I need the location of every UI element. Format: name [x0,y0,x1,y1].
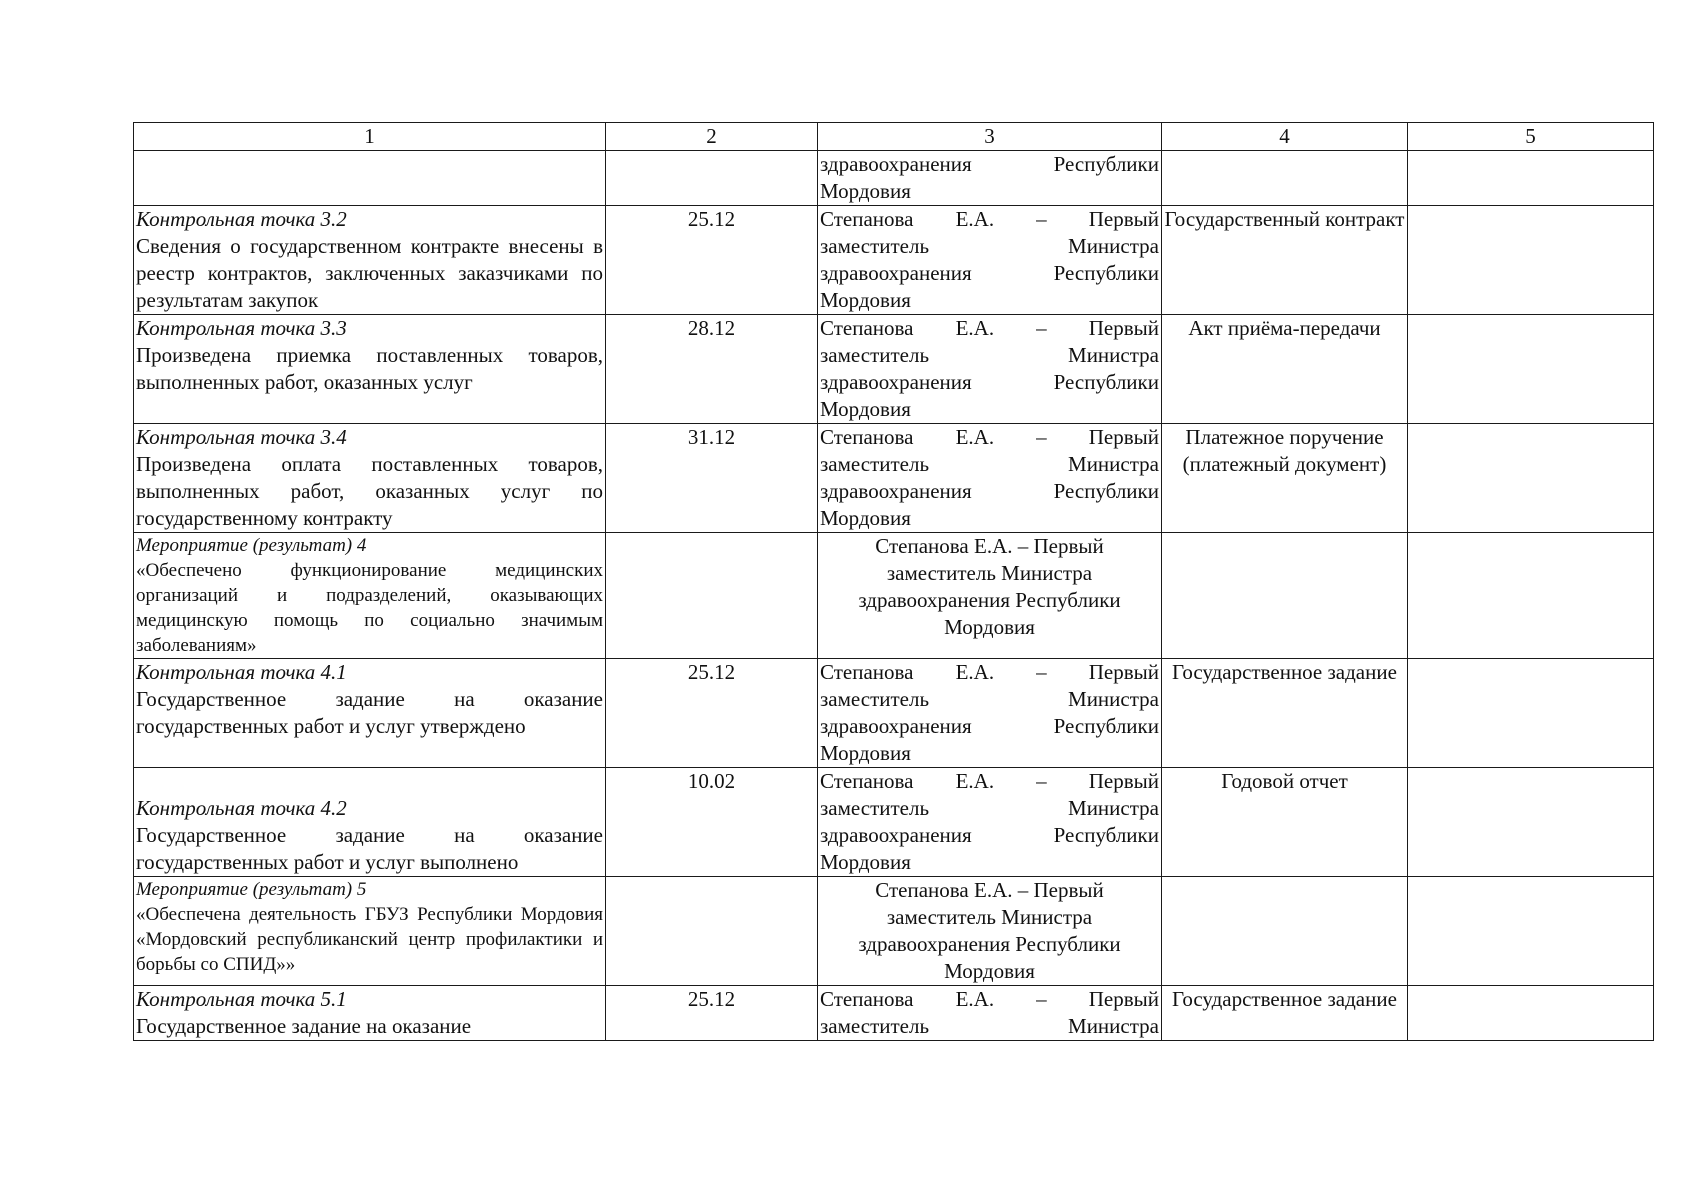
cell-event [134,768,606,877]
cell-event [134,986,606,1041]
cell-event [134,659,606,768]
cell-responsible: Степанова Е.А. – Первый заместитель Министра здравоохранения Республики Мордовия [818,315,1162,424]
control-point-text: Сведения о государственном контракте внесены в реестр контрактов, заключенных заказчиками по результатам закупок [136,234,603,312]
cell-date [606,877,818,986]
cell-col5 [1408,659,1654,768]
column-header-3: 3 [818,123,1162,151]
cell-responsible: Степанова Е.А. – Первый заместитель Министра здравоохранения Республики Мордовия [818,659,1162,768]
table-row [134,877,1654,986]
cell-document: Государственный контракт [1162,206,1408,315]
cell-responsible: Степанова Е.А. – Первый заместитель Министра [818,986,1162,1041]
control-point-label: Контрольная точка 4.1 [136,660,347,684]
event-text: «Обеспечена деятельность ГБУЗ Республики Мордовия «Мордовский республиканский центр профилактики и борьбы со СПИД»» [136,904,603,975]
cell-event [134,151,606,206]
cell-document: Государственное задание [1162,659,1408,768]
cell-document: Государственное задание [1162,986,1408,1041]
table-row [134,315,1654,424]
column-header-4: 4 [1162,123,1408,151]
cell-responsible: Степанова Е.А. – Первый заместитель Министра здравоохранения Республики Мордовия [818,768,1162,877]
table-row-continuation [134,151,1654,206]
cell-col5 [1408,768,1654,877]
cell-date: 28.12 [606,315,818,424]
table-header-row [134,123,1654,151]
table-row [134,206,1654,315]
cell-event [134,315,606,424]
cell-col5 [1408,151,1654,206]
control-point-label: Контрольная точка 5.1 [136,987,347,1011]
cell-responsible: Степанова Е.А. – Первый заместитель Министра здравоохранения Республики Мордовия [818,424,1162,533]
control-points-table [133,122,1654,1041]
cell-col5 [1408,315,1654,424]
cell-date [606,151,818,206]
column-header-5: 5 [1408,123,1654,151]
cell-col5 [1408,424,1654,533]
control-point-text: Государственное задание на оказание [136,1014,472,1038]
column-header-2: 2 [606,123,818,151]
column-header-1: 1 [134,123,606,151]
control-point-text: Государственное задание на оказание государственных работ и услуг выполнено [136,823,603,874]
cell-col5 [1408,986,1654,1041]
control-point-text: Государственное задание на оказание государственных работ и услуг утверждено [136,687,603,738]
event-label: Мероприятие (результат) 4 [136,535,367,556]
cell-date: 31.12 [606,424,818,533]
cell-responsible: Степанова Е.А. – Первый заместитель Министра здравоохранения Республики Мордовия [818,877,1162,986]
cell-date [606,533,818,659]
cell-col5 [1408,877,1654,986]
control-point-text: Произведена приемка поставленных товаров, выполненных работ, оказанных услуг [136,343,603,394]
control-point-label: Контрольная точка 4.2 [136,796,347,820]
table-row [134,986,1654,1041]
cell-document: Платежное поручение (платежный документ) [1162,424,1408,533]
cell-document: Акт приёма-передачи [1162,315,1408,424]
cell-date: 25.12 [606,206,818,315]
cell-col5 [1408,533,1654,659]
cell-document [1162,533,1408,659]
event-text: «Обеспечено функционирование медицинских организаций и подразделений, оказывающих медицинскую помощь по социально значимым заболеваниям» [136,560,603,656]
cell-date: 10.02 [606,768,818,877]
cell-responsible: Степанова Е.А. – Первый заместитель Министра здравоохранения Республики Мордовия [818,533,1162,659]
control-point-label: Контрольная точка 3.4 [136,425,347,449]
control-point-label: Контрольная точка 3.2 [136,207,347,231]
table-row [134,659,1654,768]
cell-responsible: Степанова Е.А. – Первый заместитель Министра здравоохранения Республики Мордовия [818,206,1162,315]
cell-document [1162,877,1408,986]
event-label: Мероприятие (результат) 5 [136,879,367,900]
cell-event [134,206,606,315]
cell-event [134,424,606,533]
cell-responsible: здравоохранения Республики Мордовия [818,151,1162,206]
cell-event [134,877,606,986]
table-row [134,533,1654,659]
table-row [134,768,1654,877]
cell-document [1162,151,1408,206]
cell-date: 25.12 [606,659,818,768]
cell-date: 25.12 [606,986,818,1041]
cell-event [134,533,606,659]
cell-document: Годовой отчет [1162,768,1408,877]
control-point-label: Контрольная точка 3.3 [136,316,347,340]
cell-col5 [1408,206,1654,315]
control-point-text: Произведена оплата поставленных товаров, выполненных работ, оказанных услуг по государственному контракту [136,452,603,530]
table-row [134,424,1654,533]
